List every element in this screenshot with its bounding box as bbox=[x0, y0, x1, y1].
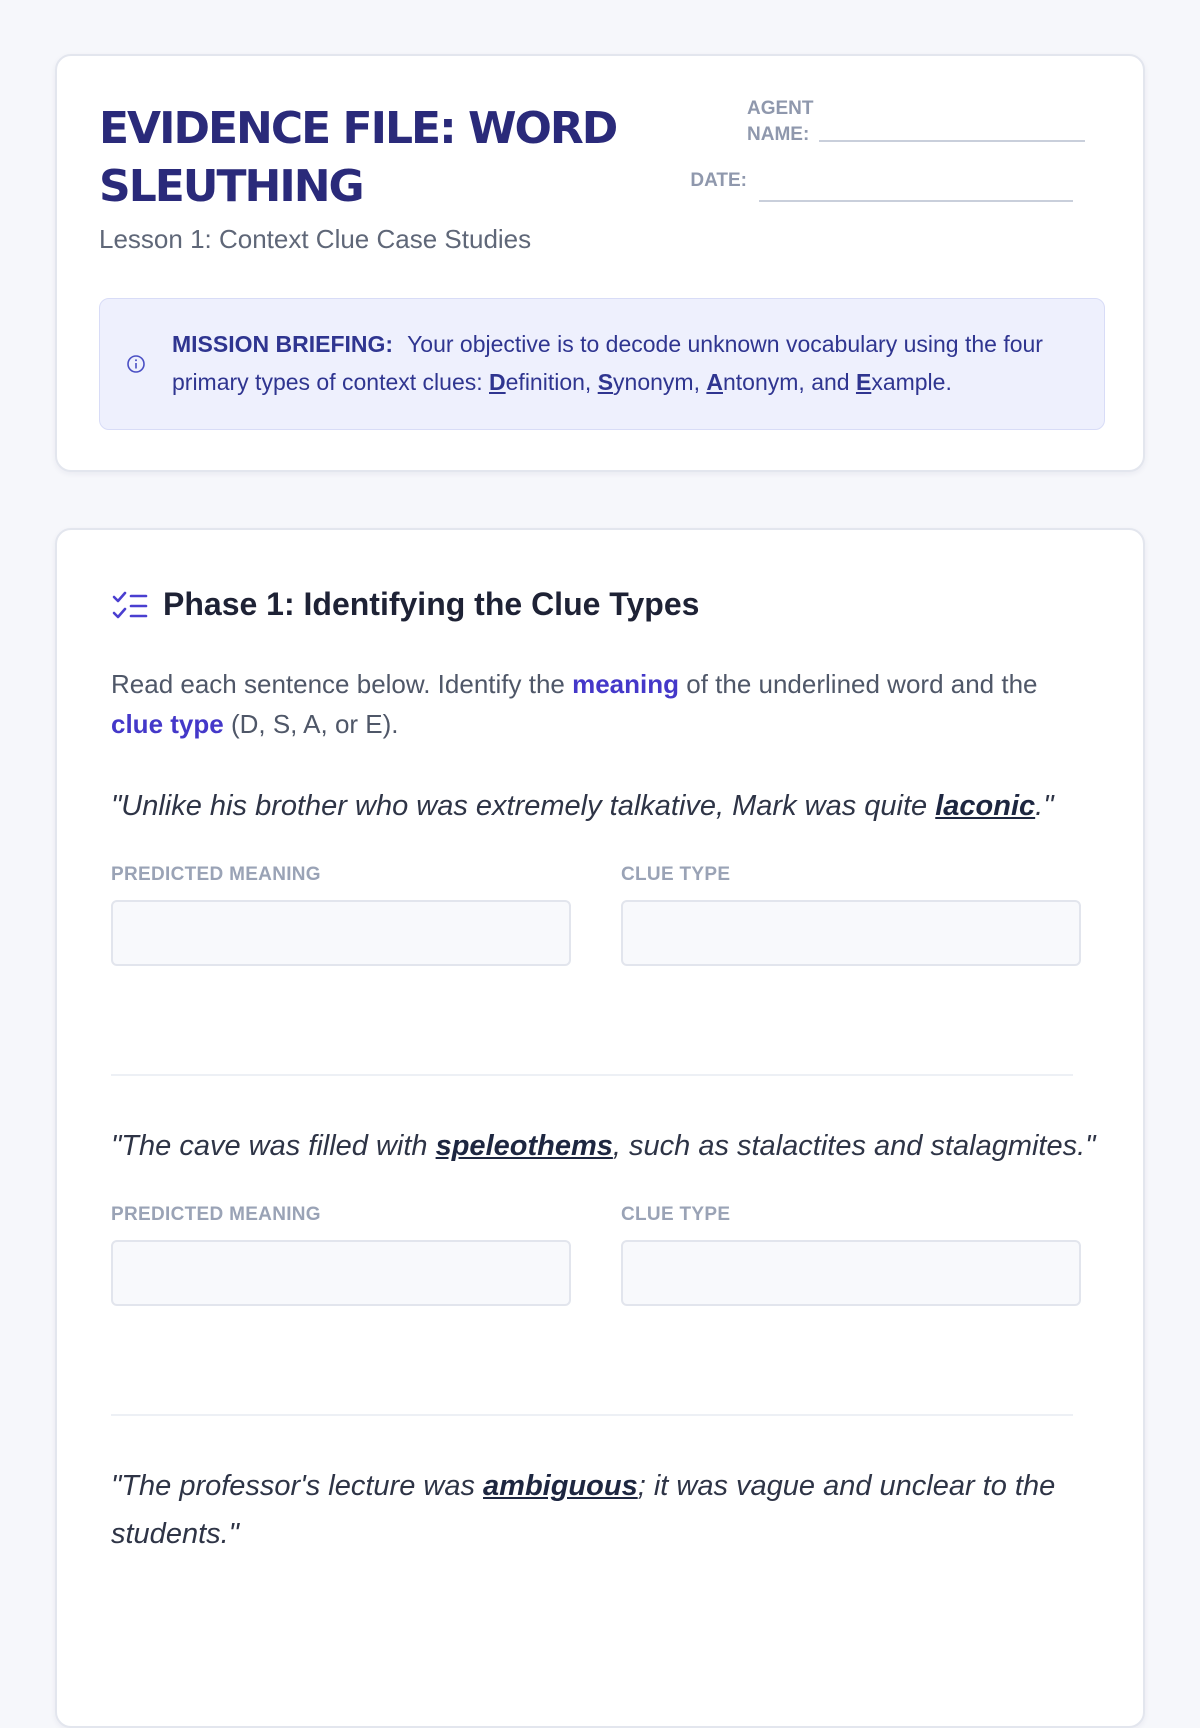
date-field[interactable] bbox=[759, 200, 1073, 202]
predicted-meaning-label: PREDICTED MEANING bbox=[111, 864, 321, 885]
page-subtitle: Lesson 1: Context Clue Case Studies bbox=[99, 224, 532, 254]
target-word: speleothems bbox=[435, 1130, 613, 1162]
clue-type-input[interactable] bbox=[621, 900, 1081, 966]
question-sentence: "The professor's lecture was ambiguous; it was vague and unclear to the students." bbox=[111, 1470, 1056, 1550]
worksheet-header-card bbox=[55, 54, 1145, 472]
phase-title: Phase 1: Identifying the Clue Types bbox=[163, 586, 700, 622]
phase-instructions: Read each sentence below. Identify the meaning of the underlined word and the clue type (D, S, A, or E). bbox=[111, 669, 1038, 739]
question-item bbox=[111, 1462, 1101, 1558]
mission-briefing-text: MISSION BRIEFING: Your objective is to decode unknown vocabulary using the four primary types of context clues: Definition, Synonym, Antonym, and Example. bbox=[172, 331, 1043, 395]
target-word: laconic bbox=[935, 790, 1036, 822]
question-sentence: "Unlike his brother who was extremely talkative, Mark was quite laconic." bbox=[111, 790, 1054, 822]
clue-type-label: CLUE TYPE bbox=[621, 1204, 731, 1225]
question-item bbox=[111, 1122, 1101, 1314]
divider bbox=[111, 1074, 1073, 1076]
date-label: DATE: bbox=[690, 170, 747, 191]
predicted-meaning-input[interactable] bbox=[111, 1240, 571, 1306]
question-item bbox=[111, 782, 1101, 974]
target-word: ambiguous bbox=[483, 1470, 638, 1502]
predicted-meaning-label: PREDICTED MEANING bbox=[111, 1204, 321, 1225]
phase-1-card bbox=[55, 528, 1145, 1728]
question-sentence: "The cave was filled with speleothems, such as stalactites and stalagmites." bbox=[111, 1130, 1096, 1162]
clue-type-label: CLUE TYPE bbox=[621, 864, 731, 885]
agent-name-field[interactable] bbox=[819, 140, 1085, 142]
checklist-icon bbox=[111, 590, 149, 624]
agent-name-label: AGENT NAME: bbox=[747, 98, 814, 145]
predicted-meaning-input[interactable] bbox=[111, 900, 571, 966]
divider bbox=[111, 1414, 1073, 1416]
answer-row bbox=[111, 1204, 1101, 1314]
answer-row bbox=[111, 864, 1101, 974]
mission-briefing-label: MISSION BRIEFING: bbox=[172, 331, 394, 357]
mission-briefing-box bbox=[99, 298, 1105, 430]
clue-type-input[interactable] bbox=[621, 1240, 1081, 1306]
page-title: EVIDENCE FILE: WORD SLEUTHING bbox=[99, 103, 617, 212]
info-circle-icon bbox=[126, 354, 146, 374]
